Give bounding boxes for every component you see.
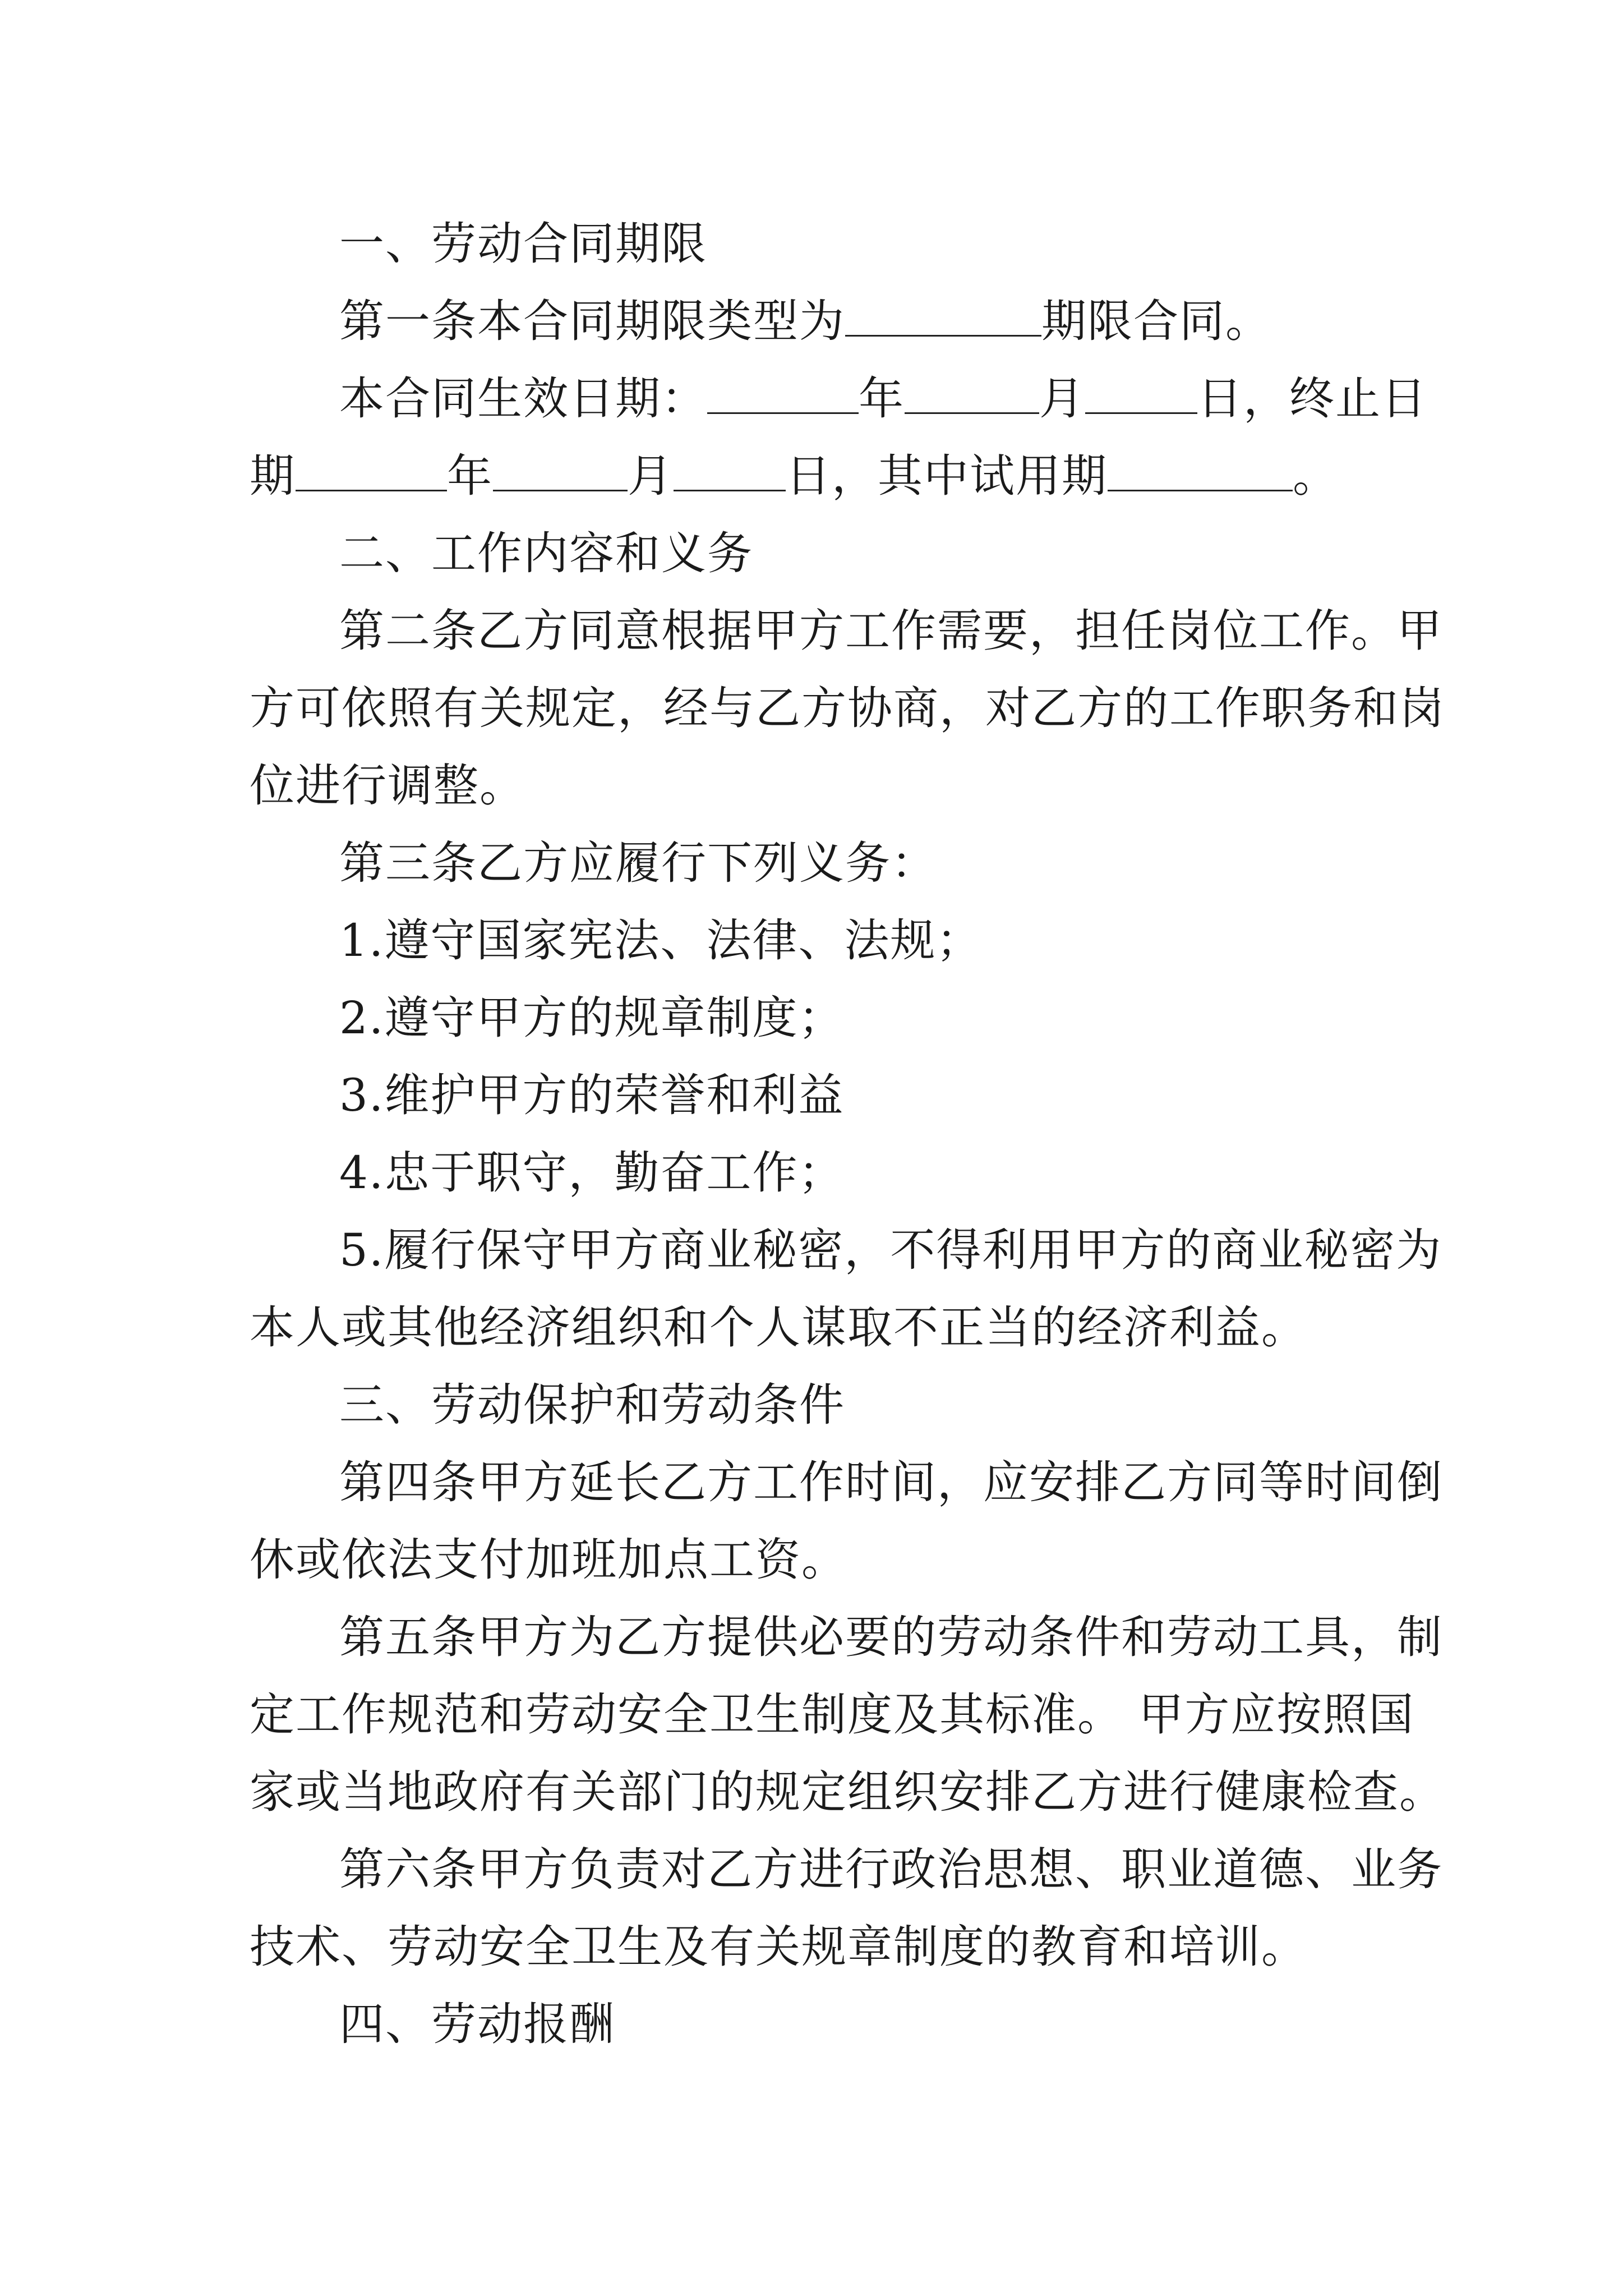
article-5-line-2: 定工作规范和劳动安全卫生制度及其标准。 甲方应按照国: [250, 1688, 1415, 1741]
article-4-line-2: 休或依法支付加班加点工资。: [250, 1534, 847, 1586]
article-3-intro: 第三条乙方应履行下列义务：: [339, 837, 937, 889]
obligation-item-3: 3.维护甲方的荣誉和利益: [339, 1069, 845, 1121]
effective-day-blank[interactable]: [1085, 371, 1197, 414]
article-6-line-2: 技术、劳动安全卫生及有关规章制度的教育和培训。: [250, 1921, 1307, 1973]
obligation-item-4: 4.忠于职守，勤奋工作；: [339, 1147, 845, 1199]
termination-month-blank[interactable]: [493, 448, 628, 491]
article-1: 第一条本合同期限类型为 期限合同。: [339, 283, 1472, 360]
obligation-item-1: 1.遵守国家宪法、法律、法规；: [339, 914, 983, 967]
article-4-line-1: 第四条甲方延长乙方工作时间，应安排乙方同等时间倒: [339, 1456, 1443, 1508]
termination-day-blank[interactable]: [674, 448, 786, 491]
trial-period-blank[interactable]: [1108, 448, 1293, 491]
article-5-line-3: 家或当地政府有关部门的规定组织安排乙方进行健康检查。: [250, 1766, 1445, 1818]
effective-year-blank[interactable]: [707, 371, 859, 414]
obligation-item-2: 2.遵守甲方的规章制度；: [339, 992, 845, 1044]
section-heading-4: 四、劳动报酬: [339, 1998, 615, 2050]
section-heading-3: 三、劳动保护和劳动条件: [339, 1379, 845, 1431]
effective-month-blank[interactable]: [905, 371, 1039, 414]
termination-date-line: 期 年 月 日，其中试用期 。: [250, 438, 1382, 515]
article-2-line-2: 方可依照有关规定，经与乙方协商，对乙方的工作职务和岗: [250, 682, 1445, 734]
contract-type-blank[interactable]: [845, 293, 1041, 337]
section-heading-1: 一、劳动合同期限: [339, 218, 707, 270]
section-heading-2: 二、工作内容和义务: [339, 527, 753, 579]
article-6-line-1: 第六条甲方负责对乙方进行政治思想、职业道德、业务: [339, 1843, 1443, 1895]
effective-date-line: 本合同生效日期： 年 月 日，终止日: [339, 360, 1472, 438]
termination-year-blank[interactable]: [296, 448, 447, 491]
article-2-line-3: 位进行调整。: [250, 760, 525, 812]
obligation-item-5-line-2: 本人或其他经济组织和个人谋取不正当的经济利益。: [250, 1301, 1307, 1354]
article-5-line-1: 第五条甲方为乙方提供必要的劳动条件和劳动工具，制: [339, 1611, 1443, 1663]
obligation-item-5-line-1: 5.履行保守甲方商业秘密，不得利用甲方的商业秘密为: [339, 1224, 1442, 1276]
article-2-line-1: 第二条乙方同意根据甲方工作需要，担任岗位工作。甲: [339, 605, 1443, 657]
